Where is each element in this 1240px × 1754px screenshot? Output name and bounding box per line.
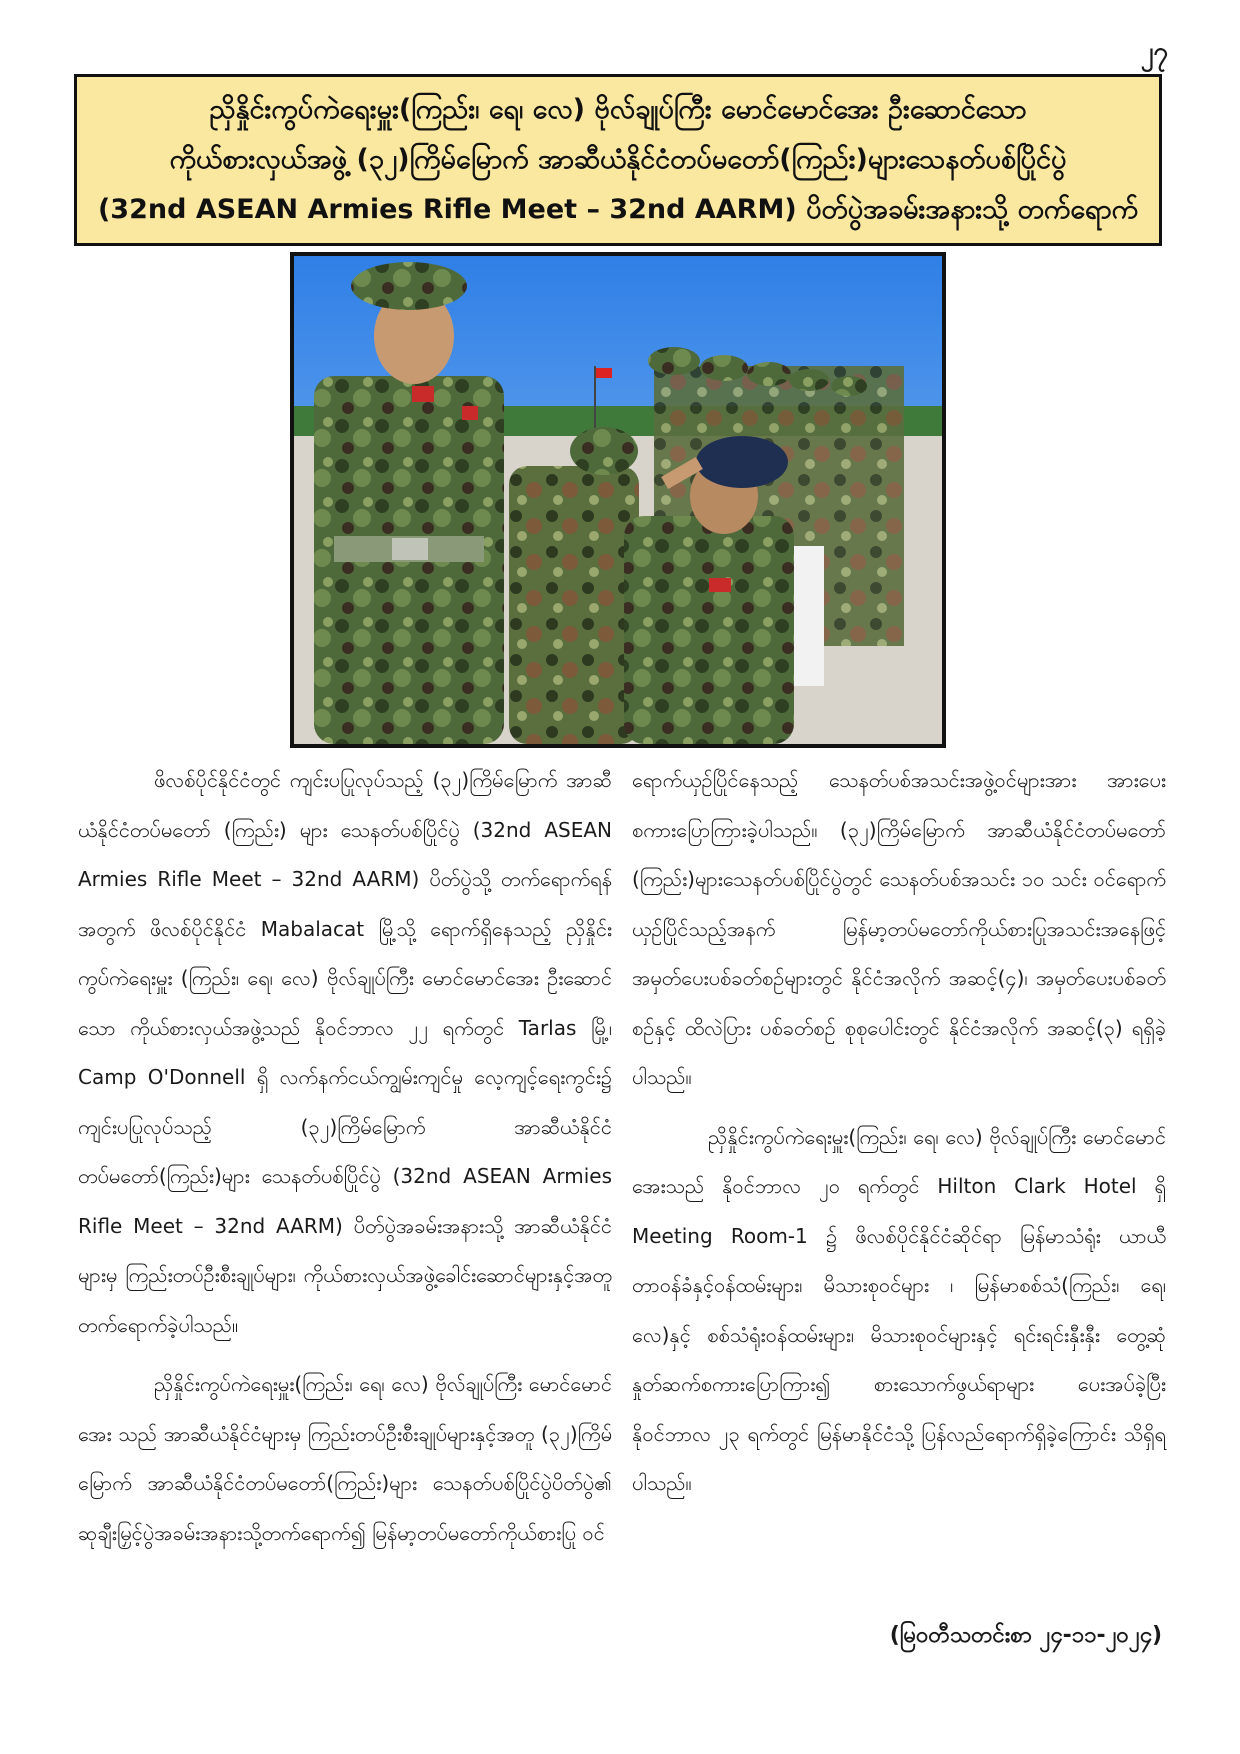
article-paragraph-1: ဖိလစ်ပိုင်နိုင်ငံတွင် ကျင်းပပြုလုပ်သည့် (၃၂)ကြိမ်မြောက် အာဆီယံနိုင်ငံတပ်မတော် (ကြည်း) များ သေနတ်ပစ်ပြိုင်ပွဲ (32nd ASEAN Armies Rifle Meet – 32nd AARM) ပိတ်ပွဲသို့ တက်ရောက်ရန်အတွက် ဖိလစ်ပိုင်နိုင်ငံ Mabalacat မြို့သို့ ရောက်ရှိနေသည့် ညှိနှိုင်းကွပ်ကဲရေးမှူး (ကြည်း၊ ရေ၊ လေ) ဗိုလ်ချုပ်ကြီး မောင်မောင်အေး ဦးဆောင်သော ကိုယ်စားလှယ်အဖွဲ့သည် နိုဝင်ဘာလ ၂၂ ရက်တွင် Tarlas မြို့၊ Camp O'Donnell ရှိ လက်နက်ငယ်ကျွမ်းကျင်မှု လေ့ကျင့်ရေးကွင်း၌ ကျင်းပပြုလုပ်သည့် (၃၂)ကြိမ်မြောက် အာဆီယံနိုင်ငံတပ်မတော်(ကြည်း)များ သေနတ်ပစ်ပြိုင်ပွဲ (32nd ASEAN Armies Rifle Meet – 32nd AARM) ပိတ်ပွဲအခမ်းအနားသို့ အာဆီယံနိုင်ငံများမှ ကြည်းတပ်ဦးစီးချုပ်များ၊ ကိုယ်စားလှယ်အဖွဲ့ခေါင်းဆောင်များနှင့်အတူ တက်ရောက်ခဲ့ပါသည်။ <box>78 768 612 1337</box>
photo-illustration <box>294 256 942 744</box>
headline-line-2: ကိုယ်စားလှယ်အဖွဲ့ (၃၂)ကြိမ်မြောက် အာဆီယံနိုင်ငံတပ်မတော်(ကြည်း)များသေနတ်ပစ်ပြိုင်ပွဲ <box>169 144 1067 175</box>
headline-line-3: (32nd ASEAN Armies Rifle Meet – 32nd AARM) ပိတ်ပွဲအခမ်းအနားသို့ တက်ရောက် <box>97 194 1139 225</box>
article-paragraph-4: ညှိနှိုင်းကွပ်ကဲရေးမှူး(ကြည်း၊ ရေ၊ လေ) ဗိုလ်ချုပ်ကြီး မောင်မောင်အေးသည် နိုဝင်ဘာလ ၂၀ ရက်တွင် Hilton Clark Hotel ရှိ Meeting Room-1 ၌ ဖိလစ်ပိုင်နိုင်ငံဆိုင်ရာ မြန်မာသံရုံး ယာယီတာဝန်ခံနှင့်ဝန်ထမ်းများ၊ မိသားစုဝင်များ ၊ မြန်မာစစ်သံ(ကြည်း၊ ရေ၊ လေ)နှင့် စစ်သံရုံးဝန်ထမ်းများ၊ မိသားစုဝင်များနှင့် ရင်းရင်းနှီးနှီး တွေ့ဆုံနှုတ်ဆက်စကားပြောကြား၍ စားသောက်ဖွယ်ရာများ ပေးအပ်ခဲ့ပြီး နိုဝင်ဘာလ ၂၃ ရက်တွင် မြန်မာနိုင်ငံသို့ ပြန်လည်ရောက်ရှိခဲ့ကြောင်း သိရှိရပါသည်။ <box>632 1124 1166 1495</box>
article-paragraph-2: ညှိနှိုင်းကွပ်ကဲရေးမှူး(ကြည်း၊ ရေ၊ လေ) ဗိုလ်ချုပ်ကြီး မောင်မောင်အေး သည် အာဆီယံနိုင်ငံများမှ ကြည်းတပ်ဦးစီးချုပ်များနှင့်အတူ (၃၂)ကြိမ်မြောက် အာဆီယံနိုင်ငံတပ်မတော်(ကြည်း)များ သေနတ်ပစ်ပြိုင်ပွဲပိတ်ပွဲ၏ ဆုချီးမြှင့်ပွဲအခမ်းအနားသို့တက်ရောက်၍ မြန်မာ့တပ်မတော်ကိုယ်စားပြု ဝင် <box>78 1372 612 1545</box>
awarded-soldier <box>509 427 639 744</box>
headline-line-1: ညှိနှိုင်းကွပ်ကဲရေးမှူး(ကြည်း၊ ရေ၊ လေ) ဗိုလ်ချုပ်ကြီး မောင်မောင်အေး ဦးဆောင်သော <box>209 94 1027 125</box>
headline-box <box>74 74 1162 246</box>
article-right-column <box>632 756 1166 1509</box>
page-number: ၂၇ <box>1140 37 1168 67</box>
article-left-column <box>78 756 612 1558</box>
article-paragraph-3: ရောက်ယှဉ်ပြိုင်နေသည့် သေနတ်ပစ်အသင်းအဖွဲ့ဝင်များအား အားပေးစကားပြောကြားခဲ့ပါသည်။ (၃၂)ကြိမ်မြောက် အာဆီယံနိုင်ငံတပ်မတော် (ကြည်း)များသေနတ်ပစ်ပြိုင်ပွဲတွင် သေနတ်ပစ်အသင်း ၁၀ သင်း ဝင်ရောက်ယှဉ်ပြိုင်သည့်အနက် မြန်မာ့တပ်မတော်ကိုယ်စားပြုအသင်းအနေဖြင့် အမှတ်ပေးပစ်ခတ်စဉ်များတွင် နိုင်ငံအလိုက် အဆင့်(၄)၊ အမှတ်ပေးပစ်ခတ်စဉ်နှင့် ထိလဲပြား ပစ်ခတ်စဉ် စုစုပေါင်းတွင် နိုင်ငံအလိုက် အဆင့်(၃) ရရှိခဲ့ပါသည်။ <box>632 768 1166 1089</box>
ceremony-photo <box>290 252 946 748</box>
source-citation: (မြဝတီသတင်းစာ ၂၄-၁၁-၂၀၂၄) <box>889 1623 1162 1648</box>
